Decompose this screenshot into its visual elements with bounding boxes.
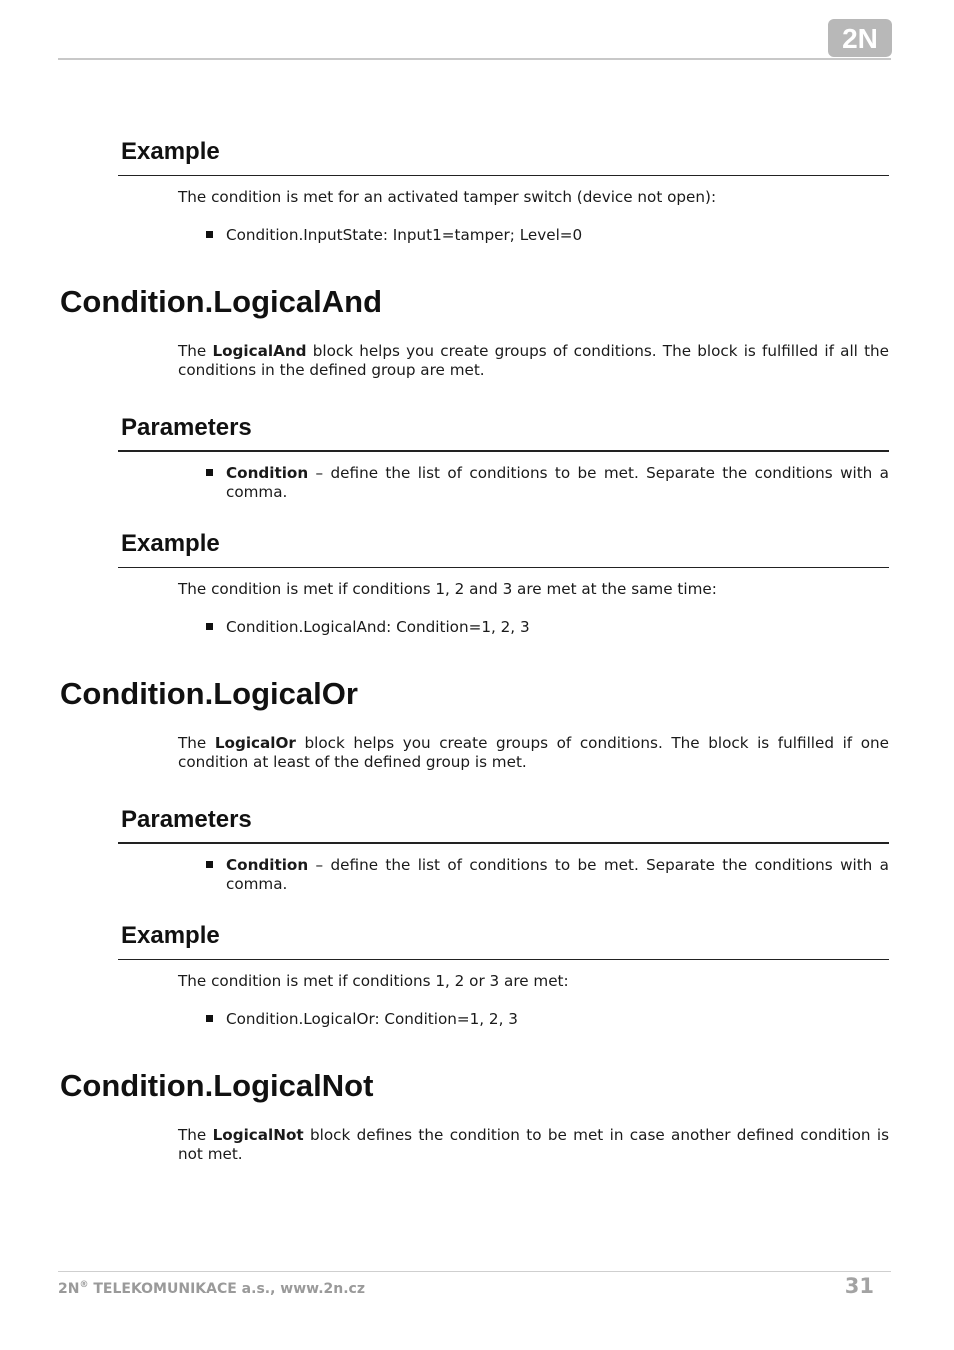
param-condition-and: Condition – define the list of conditions to be met. Separate the conditions with a comma. [226, 464, 889, 501]
example-intro-or: The condition is met if conditions 1, 2 or 3 are met: [178, 972, 569, 990]
parameters-heading-and: Parameters [121, 414, 252, 441]
section-title-logical-or: Condition.LogicalOr [60, 676, 358, 711]
example-heading-or: Example [121, 922, 220, 949]
bullet-square-icon [206, 231, 213, 238]
logical-or-description: The LogicalOr block helps you create groups of conditions. The block is fulfilled if one condition at least of the defined group is met. [178, 734, 889, 771]
example-bullet-1: Condition.InputState: Input1=tamper; Level=0 [226, 226, 583, 244]
list-item [206, 618, 889, 637]
heading-rule [118, 567, 889, 568]
logical-and-description: The LogicalAnd block helps you create groups of conditions. The block is fulfilled if all the conditions in the defined group are met. [178, 342, 889, 379]
footer-rule [58, 1271, 891, 1272]
section-title-logical-not: Condition.LogicalNot [60, 1068, 374, 1103]
section-title-logical-and: Condition.LogicalAnd [60, 284, 383, 319]
bullet-square-icon [206, 469, 213, 476]
list-item [206, 856, 889, 894]
footer-company: 2N® TELEKOMUNIKACE a.s., www.2n.cz [58, 1280, 365, 1297]
header-rule [58, 58, 891, 60]
example-bullet-or: Condition.LogicalOr: Condition=1, 2, 3 [226, 1010, 518, 1028]
bullet-square-icon [206, 861, 213, 868]
example-bullet-and: Condition.LogicalAnd: Condition=1, 2, 3 [226, 618, 530, 636]
2n-logo [828, 19, 892, 57]
parameters-heading-or: Parameters [121, 806, 252, 833]
bullet-square-icon [206, 1015, 213, 1022]
list-item [206, 1010, 889, 1029]
logo-text: 2N [842, 23, 878, 54]
heading-rule [118, 175, 889, 176]
bullet-square-icon [206, 623, 213, 630]
list-item [206, 464, 889, 502]
heading-rule [118, 842, 889, 844]
example-heading-and: Example [121, 530, 220, 557]
list-item [206, 226, 889, 245]
example-intro-and: The condition is met if conditions 1, 2 and 3 are met at the same time: [178, 580, 717, 598]
example-heading-1: Example [121, 138, 220, 165]
logical-not-description: The LogicalNot block defines the condition to be met in case another defined condition is not met. [178, 1126, 889, 1163]
param-condition-or: Condition – define the list of conditions to be met. Separate the conditions with a comma. [226, 856, 889, 893]
page-number: 31 [844, 1274, 874, 1298]
heading-rule [118, 959, 889, 960]
heading-rule [118, 450, 889, 452]
example-intro-1: The condition is met for an activated tamper switch (device not open): [178, 188, 717, 206]
